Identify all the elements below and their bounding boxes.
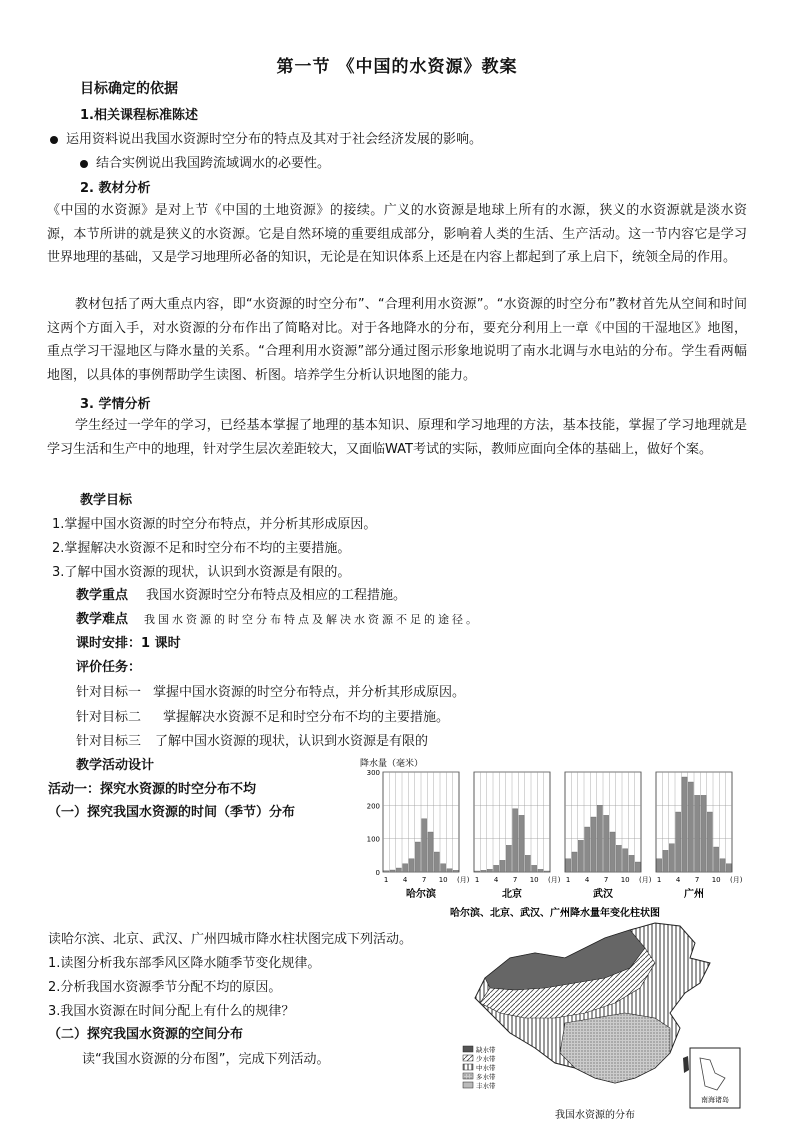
- map-humid-region: [560, 1013, 670, 1083]
- legend-swatch: [463, 1055, 473, 1061]
- goal-2: 2.掌握解决水资源不足和时空分布不均的主要措施。: [52, 541, 351, 556]
- x-tick-label: 1: [565, 876, 571, 884]
- precip-bar: [384, 871, 389, 872]
- precip-bar: [604, 815, 609, 872]
- precip-bar: [513, 809, 518, 872]
- x-tick-label: 10: [711, 876, 721, 884]
- x-tick-label: 4: [584, 876, 590, 884]
- precip-bar: [629, 855, 634, 872]
- y-tick-label: 200: [366, 802, 380, 811]
- precipitation-chart: [355, 752, 750, 922]
- section-basis-heading: 目标确定的依据: [80, 81, 178, 97]
- precip-bar: [720, 859, 725, 872]
- goal-1: 1.掌握中国水资源的时空分布特点，并分析其形成原因。: [52, 517, 377, 532]
- chart-panel: [474, 772, 561, 900]
- x-tick-label: 7: [512, 876, 518, 884]
- eval-task-2-label: 针对目标二: [76, 710, 142, 725]
- x-tick-label: 1: [474, 876, 480, 884]
- x-tick-label: 4: [675, 876, 681, 884]
- legend-label: 丰水带: [476, 1082, 496, 1090]
- sub-heading-students: 3. 学情分析: [80, 397, 151, 412]
- paragraph-students: 学生经过一学年的学习，已经基本掌握了地理的基本知识、原理和学习地理的方法，基本技能，掌握了学习地理就是学习生活和生产中的地理，针对学生层次差距较大，又面临WAT考试的实际，教师应面向全体的基础上，做好个案。: [47, 418, 747, 457]
- city-label: 北京: [502, 889, 522, 900]
- precip-bar: [726, 864, 731, 872]
- eval-task-1-label: 针对目标一: [76, 685, 142, 700]
- precip-bar: [688, 782, 693, 872]
- precip-bar: [578, 840, 583, 872]
- precip-bar: [544, 871, 549, 872]
- key-point-row: [76, 584, 406, 603]
- precip-bar: [682, 777, 687, 872]
- bullet-item-2: [80, 152, 330, 171]
- x-axis-unit: (月): [730, 876, 743, 884]
- precip-bar: [701, 795, 706, 872]
- x-tick-label: 4: [402, 876, 408, 884]
- x-tick-label: 7: [694, 876, 700, 884]
- inset-label: 南海诸岛: [701, 1096, 729, 1104]
- chart-panel: [565, 772, 652, 900]
- goals-heading: 教学目标: [80, 493, 133, 508]
- map-legend: [463, 1045, 496, 1090]
- x-tick-label: 7: [421, 876, 427, 884]
- eval-task-3-label: 针对目标三: [76, 734, 142, 749]
- legend-label: 少水带: [476, 1055, 496, 1063]
- activity-1b-heading: （二）探究我国水资源的空间分布: [48, 1027, 244, 1042]
- question-3: 3.我国水资源在时间分配上有什么的规律？: [48, 1004, 295, 1019]
- eval-task-2: [76, 706, 449, 725]
- design-heading: 教学活动设计: [76, 758, 155, 773]
- difficulty-text: 我国水资源的时空分布特点及解决水资源不足的途径。: [144, 613, 481, 626]
- precip-bar: [525, 855, 530, 872]
- x-tick-label: 1: [656, 876, 662, 884]
- x-tick-label: 1: [383, 876, 389, 884]
- x-tick-label: 10: [438, 876, 448, 884]
- activity-1a-heading: （一）探究我国水资源的时间（季节）分布: [48, 805, 296, 820]
- legend-label: 缺水带: [476, 1046, 496, 1054]
- key-point-text: 我国水资源时空分布特点及相应的工程措施。: [146, 588, 407, 603]
- legend-swatch: [463, 1082, 473, 1088]
- x-tick-label: 10: [620, 876, 630, 884]
- precip-bar: [532, 865, 537, 872]
- chart-y-axis-label: 降水量（毫米）: [360, 759, 424, 769]
- eval-task-2-text: 掌握解决水资源不足和时空分布不均的主要措施。: [163, 710, 450, 725]
- x-tick-label: 10: [529, 876, 539, 884]
- precip-bar: [409, 859, 414, 872]
- precip-bar: [428, 832, 433, 872]
- city-label: 哈尔滨: [406, 889, 436, 900]
- precip-bar: [597, 805, 602, 872]
- precip-bar: [475, 871, 480, 872]
- sub-heading-standards: 1.相关课程标准陈述: [80, 108, 198, 123]
- bullet-icon: [80, 160, 88, 168]
- precip-bar: [538, 869, 543, 872]
- precip-bar: [610, 832, 615, 872]
- question-1: 1.读图分析我东部季风区降水随季节变化规律。: [48, 956, 321, 971]
- legend-swatch: [463, 1064, 473, 1070]
- bullet-icon: [50, 136, 58, 144]
- precip-bar: [447, 869, 452, 872]
- paragraph-textbook-2: 教材包括了两大重点内容，即“水资源的时空分布”、“合理利用水资源”。“水资源的时空分布”教材首先从空间和时间这两个方面入手，对水资源的分布作出了简略对比。对于各地降水的分布，要充分利用上一章《中国的干湿地区》地图，重点学习干湿地区与降水量的关系。“合理利用水资源”部分通过图示形象地说明了南水北调与水电站的分布。学生看两幅地图，以具体的事例帮助学生读图、析图。培养学生分析认识地图的能力。: [47, 297, 747, 383]
- precip-bar: [591, 817, 596, 872]
- legend-label: 中水带: [476, 1064, 496, 1072]
- legend-swatch: [463, 1073, 473, 1079]
- y-tick-label: 0: [375, 869, 380, 877]
- sub-heading-textbook: 2. 教材分析: [80, 181, 151, 196]
- legend-swatch: [463, 1046, 473, 1052]
- precip-bar: [657, 859, 662, 872]
- key-point-label: 教学重点: [76, 588, 129, 603]
- difficulty-row: [76, 608, 480, 627]
- bullet-item-1: [50, 128, 482, 147]
- precip-bar: [616, 845, 621, 872]
- precip-bar: [487, 869, 492, 872]
- precip-bar: [415, 842, 420, 872]
- chart-panel: [367, 769, 470, 900]
- eval-task-1-text: 掌握中国水资源的时空分布特点，并分析其形成原因。: [153, 685, 466, 700]
- read-map-instruction: 读“我国水资源的分布图”，完成下列活动。: [82, 1052, 330, 1067]
- precip-bar: [707, 812, 712, 872]
- eval-task-3-text: 了解中国水资源的现状，认识到水资源是有限的: [155, 734, 429, 749]
- precip-bar: [422, 819, 427, 872]
- paragraph-textbook-1: 《中国的水资源》是对上节《中国的土地资源》的接续。广义的水资源是地球上所有的水源，狭义的水资源就是淡水资源，本节所讲的就是狭义的水资源。它是自然环境的重要组成部分，影响着人类的生活、生产活动。这一节内容它是学习世界地理的基础，又是学习地理所必备的知识，无论是在知识体系上还是在内容上都起到了承上启下，统领全局的作用。: [47, 203, 747, 265]
- read-chart-instruction: 读哈尔滨、北京、武汉、广州四城市降水柱状图完成下列活动。: [48, 932, 413, 947]
- x-axis-unit: (月): [639, 876, 652, 884]
- city-label: 武汉: [593, 889, 613, 900]
- precip-bar: [585, 827, 590, 872]
- precip-bar: [623, 849, 628, 872]
- precip-bar: [441, 864, 446, 872]
- precip-bar: [572, 852, 577, 872]
- precip-bar: [434, 852, 439, 872]
- precip-bar: [519, 815, 524, 872]
- question-2: 2.分析我国水资源季节分配不均的原因。: [48, 980, 282, 995]
- precip-bar: [714, 847, 719, 872]
- precip-bar: [494, 865, 499, 872]
- eval-heading: 评价任务：: [76, 660, 142, 675]
- precip-bar: [669, 844, 674, 872]
- goal-3: 3.了解中国水资源的现状，认识到水资源是有限的。: [52, 565, 351, 580]
- city-label: 广州: [684, 889, 704, 900]
- chart-panel: [656, 772, 743, 900]
- activity-1-heading: 活动一：探究水资源的时空分布不均: [48, 782, 257, 797]
- precip-bar: [396, 868, 401, 872]
- precip-bar: [566, 859, 571, 872]
- bullet-text-1: 运用资料说出我国水资源时空分布的特点及其对于社会经济发展的影响。: [66, 132, 483, 147]
- precip-bar: [453, 870, 458, 872]
- y-tick-label: 300: [366, 769, 380, 777]
- map-caption: 我国水资源的分布: [555, 1110, 635, 1121]
- precip-bar: [403, 864, 408, 872]
- precip-bar: [506, 845, 511, 872]
- page-title: 第一节 《中国的水资源》教案: [276, 57, 518, 77]
- x-tick-label: 4: [493, 876, 499, 884]
- precip-bar: [390, 870, 395, 872]
- precip-bar: [663, 850, 668, 872]
- precip-bar: [481, 870, 486, 872]
- precip-bar: [676, 812, 681, 872]
- map-taiwan: [683, 1056, 689, 1073]
- precip-bar: [500, 860, 505, 872]
- x-axis-unit: (月): [548, 876, 561, 884]
- legend-label: 多水带: [476, 1073, 496, 1081]
- x-axis-unit: (月): [457, 876, 470, 884]
- precip-bar: [635, 862, 640, 872]
- hours-line: 课时安排：1 课时: [76, 636, 181, 651]
- chart-title: 哈尔滨、北京、武汉、广州降水量年变化柱状图: [450, 908, 660, 919]
- y-tick-label: 100: [366, 835, 380, 844]
- x-tick-label: 7: [603, 876, 609, 884]
- eval-task-3: [76, 730, 428, 749]
- eval-task-1: [76, 681, 465, 700]
- precip-bar: [695, 795, 700, 872]
- bullet-text-2: 结合实例说出我国跨流域调水的必要性。: [96, 156, 331, 171]
- water-resources-map: [455, 918, 745, 1123]
- difficulty-label: 教学难点: [76, 612, 129, 627]
